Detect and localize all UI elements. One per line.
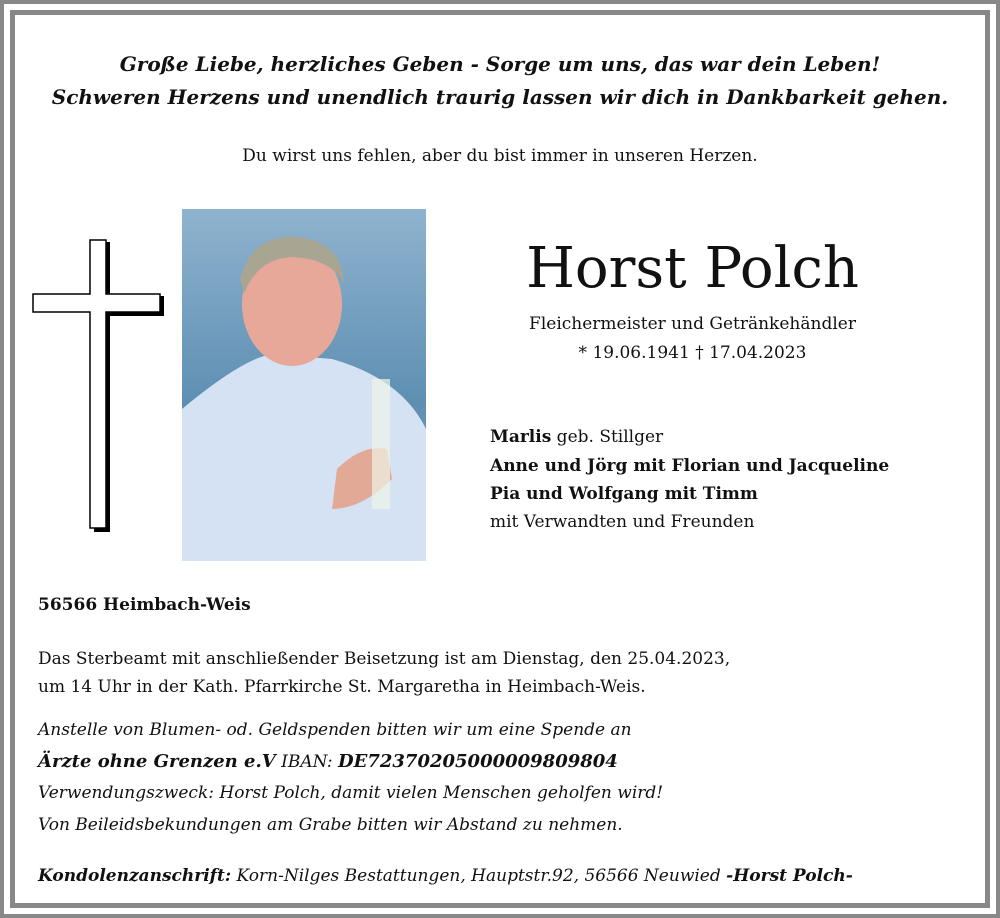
iban-label: IBAN: [275,752,339,772]
address: 56566 Heimbach-Weis [38,595,251,615]
mourner-line-1 [490,427,663,447]
donation-line-4: Von Beileidsbekundungen am Grabe bitten wir Abstand zu nehmen. [38,815,623,835]
service-line-1: Das Sterbeamt mit anschließender Beisetzung ist am Dienstag, den 25.04.2023, [38,649,731,669]
donation-line-1: Anstelle von Blumen- od. Geldspenden bitten wir um eine Spende an [38,720,632,740]
service-line-2: um 14 Uhr in der Kath. Pfarrkirche St. Margaretha in Heimbach-Weis. [38,677,646,697]
donation-org: Ärzte ohne Grenzen e.V [38,751,276,772]
life-dates: * 19.06.1941 † 17.04.2023 [578,343,807,363]
mourner-maiden-name: geb. Stillger [551,427,664,447]
subheading: Du wirst uns fehlen, aber du bist immer in unseren Herzen. [242,146,758,166]
mourner-line-2: Anne und Jörg mit Florian und Jacqueline [490,456,890,476]
portrait-photo [182,209,426,561]
condolence-address: Korn-Nilges Bestattungen, Hauptstr.92, 56566 Neuwied [231,866,727,886]
iban-value: DE72370205000009809804 [338,751,618,772]
condolence-line [38,866,853,886]
profession: Fleichermeister und Getränkehändler [529,314,856,334]
donation-line-2 [38,751,618,772]
condolence-label: Kondolenzanschrift: [38,866,232,886]
mourner-line-4: mit Verwandten und Freunden [490,512,755,532]
donation-line-3: Verwendungszweck: Horst Polch, damit vielen Menschen geholfen wird! [38,783,664,803]
cross-icon [30,238,170,536]
deceased-name: Horst Polch [526,236,859,301]
heading-line-2: Schweren Herzens und unendlich traurig lassen wir dich in Dankbarkeit gehen. [51,85,949,109]
mourner-name: Marlis [490,427,552,447]
mourner-line-3: Pia und Wolfgang mit Timm [490,484,758,504]
condolence-name: -Horst Polch- [726,866,853,886]
heading-line-1: Große Liebe, herzliches Geben - Sorge um uns, das war dein Leben! [119,52,881,76]
